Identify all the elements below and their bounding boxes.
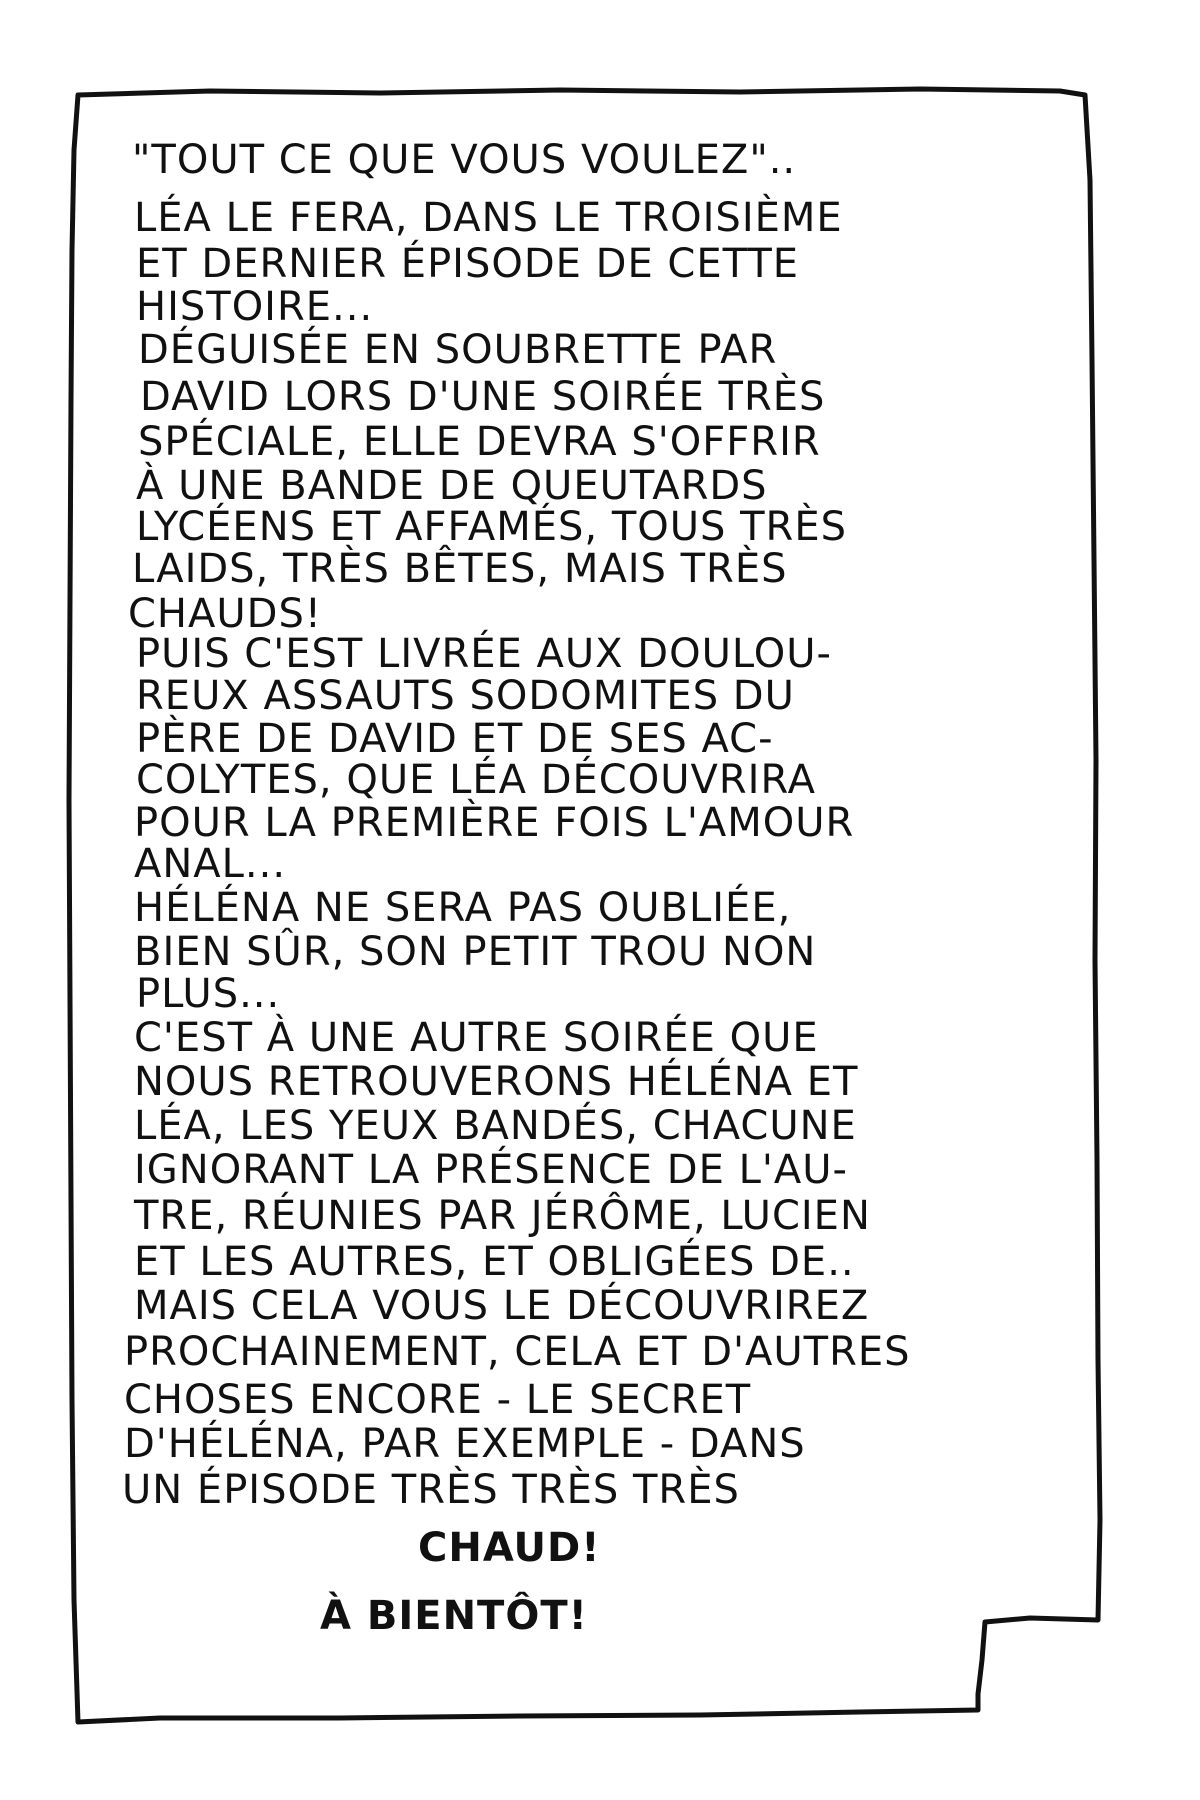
text-line: D'HÉLÉNA, PAR EXEMPLE - DANS <box>124 1421 806 1467</box>
text-line: MAIS CELA VOUS LE DÉCOUVRIREZ <box>134 1283 870 1329</box>
text-line: ANAL... <box>134 841 287 887</box>
text-line: DÉGUISÉE EN SOUBRETTE PAR <box>138 327 778 373</box>
text-line: LYCÉENS ET AFFAMÉS, TOUS TRÈS <box>136 504 848 550</box>
text-line: NOUS RETROUVERONS HÉLÉNA ET <box>134 1059 859 1105</box>
text-line: "TOUT CE QUE VOUS VOULEZ".. <box>132 137 797 183</box>
text-line: LÉA LE FERA, DANS LE TROISIÈME <box>134 195 843 241</box>
text-line: UN ÉPISODE TRÈS TRÈS TRÈS <box>122 1467 740 1513</box>
text-line: PUIS C'EST LIVRÉE AUX DOULOU- <box>136 631 832 677</box>
text-line: HÉLÉNA NE SERA PAS OUBLIÉE, <box>134 885 792 931</box>
text-line: TRE, RÉUNIES PAR JÉRÔME, LUCIEN <box>134 1193 871 1239</box>
text-line: POUR LA PREMIÈRE FOIS L'AMOUR <box>134 800 855 846</box>
text-line: C'EST À UNE AUTRE SOIRÉE QUE <box>134 1015 819 1061</box>
text-line: BIEN SÛR, SON PETIT TROU NON <box>134 929 817 975</box>
text-line: REUX ASSAUTS SODOMITES DU <box>136 673 795 719</box>
text-line: LAIDS, TRÈS BÊTES, MAIS TRÈS <box>132 546 788 592</box>
text-line: ET DERNIER ÉPISODE DE CETTE <box>136 241 800 287</box>
text-line: IGNORANT LA PRÉSENCE DE L'AU- <box>134 1147 848 1193</box>
text-line: CHOSES ENCORE - LE SECRET <box>124 1377 752 1423</box>
text-line: ET LES AUTRES, ET OBLIGÉES DE.. <box>134 1239 855 1285</box>
text-line: SPÉCIALE, ELLE DEVRA S'OFFRIR <box>138 419 821 465</box>
text-line: CHAUDS! <box>128 591 322 637</box>
text-line: À UNE BANDE DE QUEUTARDS <box>136 463 768 509</box>
text-line: DAVID LORS D'UNE SOIRÉE TRÈS <box>140 374 826 420</box>
text-line: PLUS... <box>136 971 281 1017</box>
text-line: PROCHAINEMENT, CELA ET D'AUTRES <box>124 1329 911 1375</box>
text-line: HISTOIRE... <box>136 284 374 330</box>
text-line: PÈRE DE DAVID ET DE SES AC- <box>136 716 774 762</box>
closing-line: À BIENTÔT! <box>320 1593 588 1639</box>
text-line: COLYTES, QUE LÉA DÉCOUVRIRA <box>136 757 816 803</box>
text-line: CHAUD! <box>418 1525 601 1571</box>
text-line: LÉA, LES YEUX BANDÉS, CHACUNE <box>134 1103 857 1149</box>
